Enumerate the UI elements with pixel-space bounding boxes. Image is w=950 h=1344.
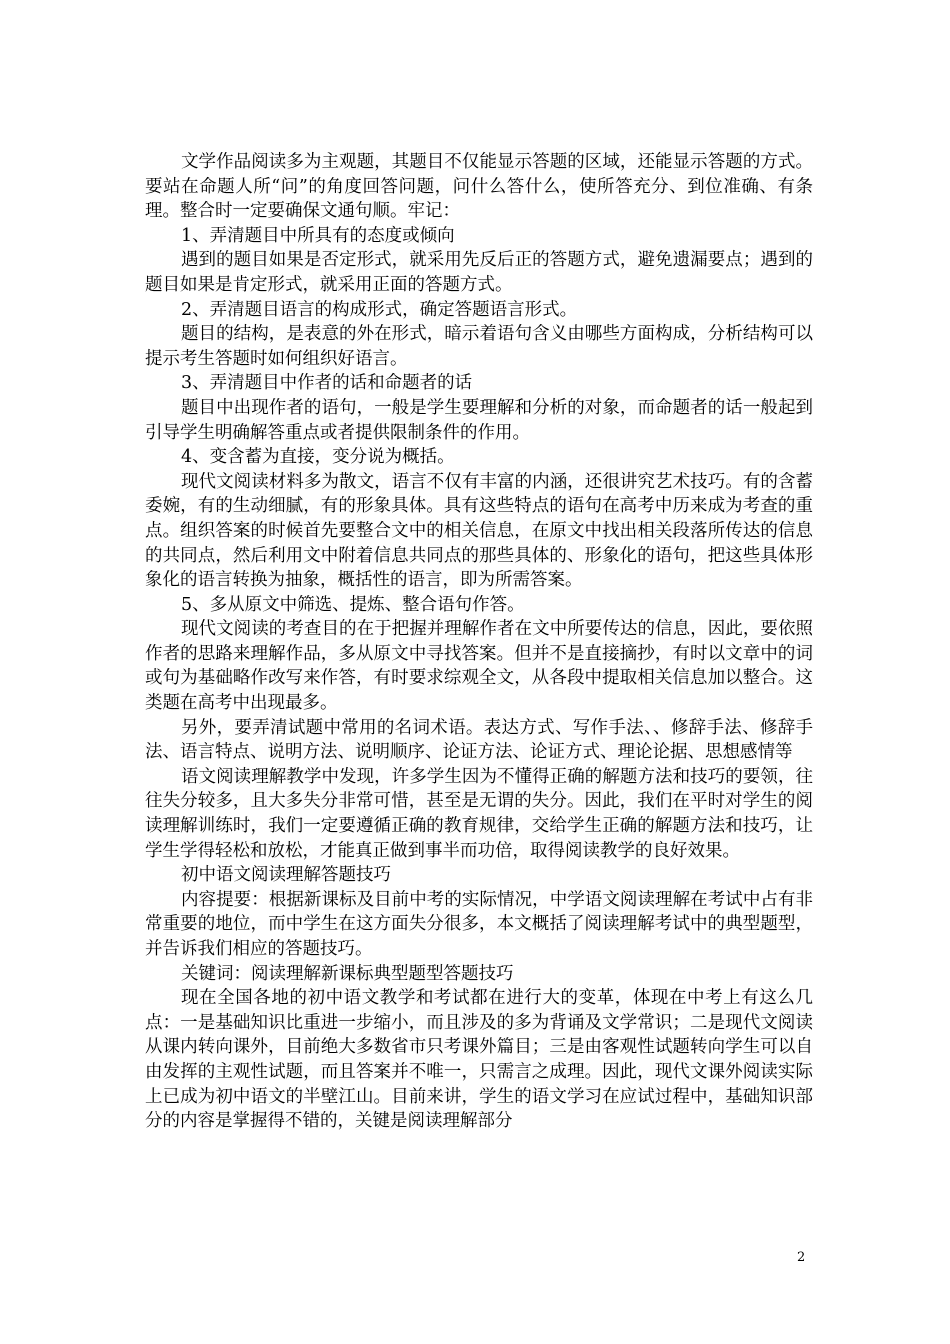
paragraph-teaching: 语文阅读理解教学中发现，许多学生因为不懂得正确的解题方法和技巧的要领，往往失分较多，且大多失分非常可惜，甚至是无谓的失分。因此，我们在平时对学生的阅读理解训练时，我们一定要遵循正确的教育规律，交给学生正确的解题方法和技巧，让学生学得轻松和放松，才能真正做到事半而功倍，取得阅读教学的良好效果。 xyxy=(145,766,813,861)
heading-point-2: 2、弄清题目语言的构成形式，确定答题语言形式。 xyxy=(181,299,578,320)
paragraph-point-3: 题目中出现作者的语句，一般是学生要理解和分析的对象，而命题者的话一般起到引导学生明确解答重点或者提供限制条件的作用。 xyxy=(145,397,813,443)
paragraph-terms: 另外，要弄清试题中常用的名词术语。表达方式、写作手法、、修辞手法、修辞手法、语言特点、说明方法、说明顺序、论证方法、论证方式、理论论据、思想感情等 xyxy=(145,717,813,763)
paragraph-body: 现在全国各地的初中语文教学和考试都在进行大的变革，体现在中考上有这么几点：一是基础知识比重进一步缩小，而且涉及的多为背诵及文学常识；二是现代文阅读从课内转向课外，目前绝大多数省市只考课外篇目；三是由客观性试题转向学生可以自由发挥的主观性试题，而且答案并不唯一，只需言之成理。因此，现代文课外阅读实际上已成为初中语文的半壁江山。目前来讲，学生的语文学习在应试过程中，基础知识部分的内容是掌握得不错的，关键是阅读理解部分 xyxy=(145,988,813,1132)
paragraph-point-5: 现代文阅读的考查目的在于把握并理解作者在文中所要传达的信息，因此，要依照作者的思路来理解作品，多从原文中寻找答案。但并不是直接摘抄，有时以文章中的词或句为基础略作改写来作答，有时要求综观全文，从各段中提取相关信息加以整合。这类题在高考中出现最多。 xyxy=(145,619,813,714)
heading-point-4: 4、变含蓄为直接，变分说为概括。 xyxy=(181,447,455,468)
body-text xyxy=(145,150,813,1134)
page-number: 2 xyxy=(797,1250,806,1265)
paragraph-abstract: 内容提要：根据新课标及目前中考的实际情况，中学语文阅读理解在考试中占有非常重要的地位，而中学生在这方面失分很多，本文概括了阅读理解考试中的典型题型，并告诉我们相应的答题技巧。 xyxy=(145,889,813,959)
heading-point-5: 5、多从原文中筛选、提炼、整合语句作答。 xyxy=(181,594,525,615)
paragraph-point-2: 题目的结构，是表意的外在形式，暗示着语句含义由哪些方面构成，分析结构可以提示考生答题时如何组织好语言。 xyxy=(145,324,813,369)
heading-point-3: 3、弄清题目中作者的话和命题者的话 xyxy=(181,373,473,394)
paragraph-keywords: 关键词：阅读理解新课标典型题型答题技巧 xyxy=(181,963,514,984)
section-title: 初中语文阅读理解答题技巧 xyxy=(181,865,391,886)
paragraph-point-4: 现代文阅读材料多为散文，语言不仅有丰富的内涵，还很讲究艺术技巧。有的含蓄委婉，有的生动细腻，有的形象具体。具有这些特点的语句在高考中历来成为考查的重点。组织答案的时候首先要整合文中的相关信息，在原文中找出相关段落所传达的信息的共同点，然后利用文中附着信息共同点的那些具体的、形象化的语句，把这些具体形象化的语言转换为抽象，概括性的语言，即为所需答案。 xyxy=(145,471,813,591)
heading-point-1: 1、弄清题目中所具有的态度或倾向 xyxy=(181,225,455,246)
paragraph-point-1: 遇到的题目如果是否定形式，就采用先反后正的答题方式，避免遗漏要点；遇到的题目如果是肯定形式，就采用正面的答题方式。 xyxy=(145,250,813,295)
paragraph-intro: 文学作品阅读多为主观题，其题目不仅能显示答题的区域，还能显示答题的方式。要站在命题人所“问”的角度回答问题，问什么答什么，使所答充分、到位准确、有条理。整合时一定要确保文通句顺。牢记： xyxy=(145,152,813,222)
